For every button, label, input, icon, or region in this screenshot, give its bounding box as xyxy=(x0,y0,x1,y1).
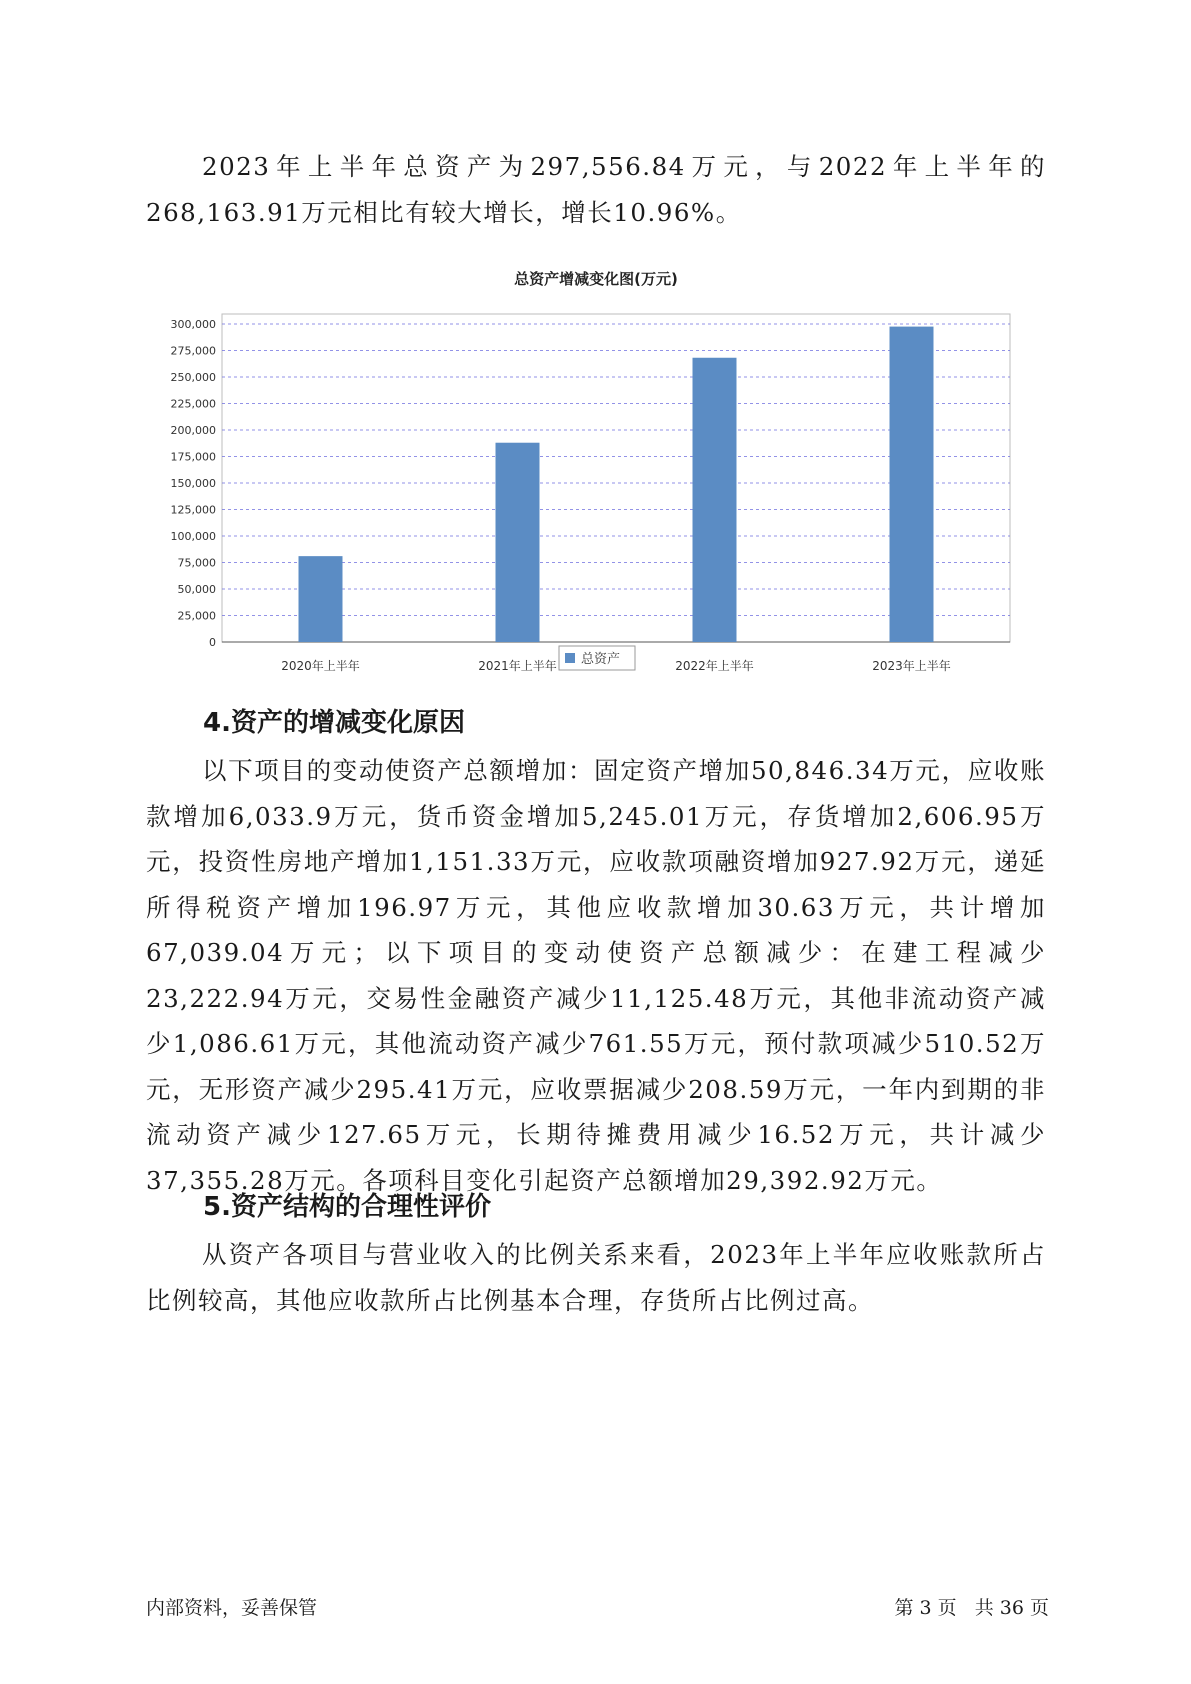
section-heading-5: 5.资产结构的合理性评价 xyxy=(203,1192,491,1222)
y-tick-label: 200,000 xyxy=(170,424,216,437)
footer-page-number: 第 3 页 共 36 页 xyxy=(894,1597,1049,1619)
x-tick-label: 2021年上半年 xyxy=(478,659,557,673)
x-tick-label: 2022年上半年 xyxy=(675,659,754,673)
intro-paragraph: 2023年上半年总资产为297,556.84万元，与2022年上半年的268,163.91万元相比有较大增长，增长10.96%。 xyxy=(146,152,1046,227)
y-tick-label: 175,000 xyxy=(170,450,216,464)
y-tick-label: 0 xyxy=(209,636,216,649)
legend-swatch xyxy=(565,653,575,663)
total-assets-bar-chart xyxy=(146,300,1046,680)
y-tick-label: 250,000 xyxy=(170,371,216,384)
y-tick-label: 25,000 xyxy=(177,609,216,623)
bar xyxy=(693,358,737,642)
bar xyxy=(299,556,343,642)
legend-label: 总资产 xyxy=(581,652,621,667)
chart-title: 总资产增减变化图(万元) xyxy=(514,270,678,288)
footer-confidential-note: 内部资料，妥善保管 xyxy=(146,1597,318,1619)
structure-evaluation-paragraph: 从资产各项目与营业收入的比例关系来看，2023年上半年应收账款所占比例较高，其他应收款所占比例基本合理，存货所占比例过高。 xyxy=(146,1240,1046,1315)
y-tick-label: 275,000 xyxy=(170,344,216,358)
y-tick-label: 225,000 xyxy=(170,397,216,411)
bar xyxy=(496,443,540,642)
y-tick-label: 100,000 xyxy=(170,530,216,543)
bar xyxy=(890,327,934,642)
x-tick-label: 2023年上半年 xyxy=(872,659,951,673)
change-reason-paragraph: 以下项目的变动使资产总额增加：固定资产增加50,846.34万元，应收账款增加6,033.9万元，货币资金增加5,245.01万元，存货增加2,606.95万元，投资性房地产增加1,151.33万元，应收款项融资增加927.92万元，递延所得税资产增加196.97万元，其他应收款增加30.63万元，共计增加67,039.04万元；以下项目的变动使资产总额减少：在建工程减少23,222.94万元，交易性金融资产减少11,125.48万元，其他非流动资产减少1,086.61万元，其他流动资产减少761.55万元，预付款项减少510.52万元，无形资产减少295.41万元，应收票据减少208.59万元，一年内到期的非流动资产减少127.65万元，长期待摊费用减少16.52万元，共计减少37,355.28万元。各项科目变化引起资产总额增加29,392.92万元。 xyxy=(146,756,1046,1195)
section-heading-4: 4.资产的增减变化原因 xyxy=(203,708,465,738)
y-tick-label: 125,000 xyxy=(170,503,216,517)
y-tick-label: 300,000 xyxy=(170,318,216,331)
y-tick-label: 150,000 xyxy=(170,477,216,490)
y-tick-label: 50,000 xyxy=(177,583,216,596)
y-tick-label: 75,000 xyxy=(177,556,216,570)
x-tick-label: 2020年上半年 xyxy=(281,659,360,673)
